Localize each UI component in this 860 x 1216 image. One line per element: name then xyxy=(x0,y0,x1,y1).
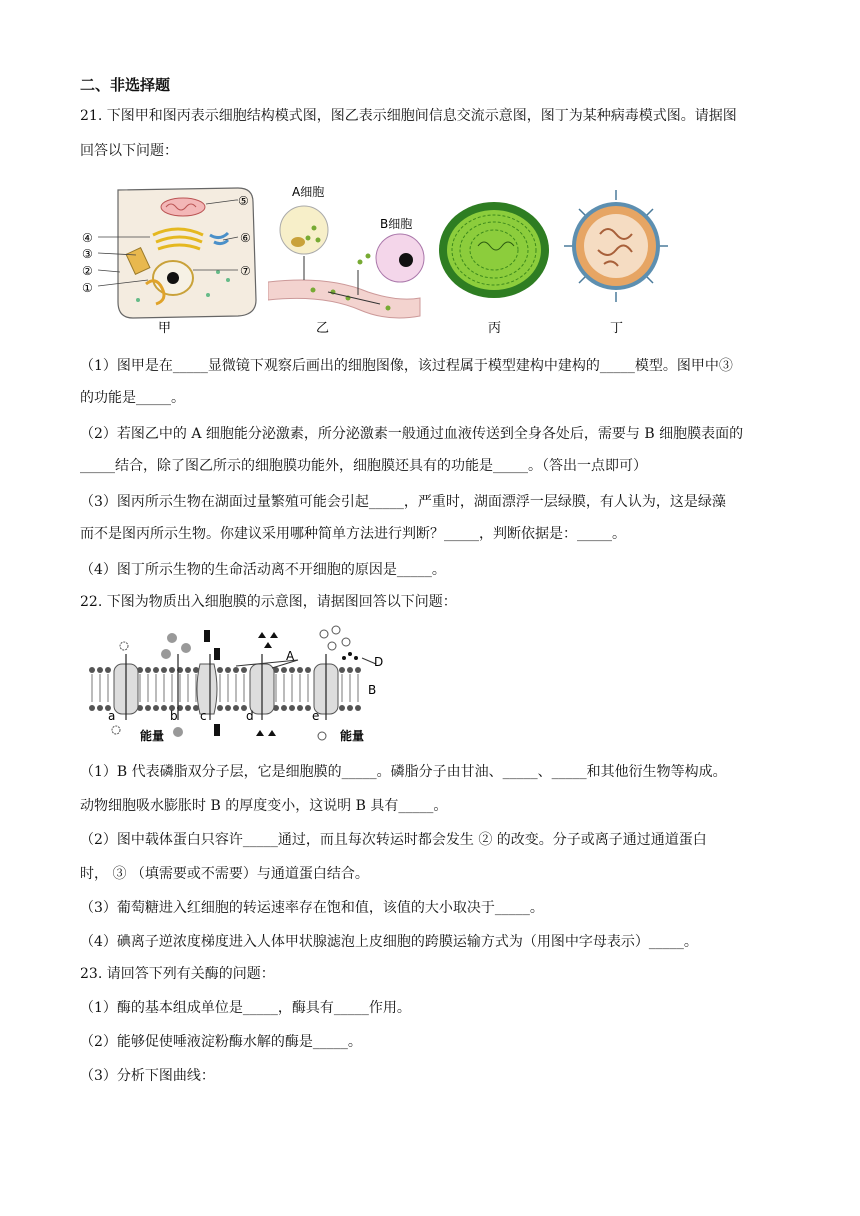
figure-bing-cyanobacterium xyxy=(436,180,556,338)
caption-jia: 甲 xyxy=(158,321,172,336)
label-e: e xyxy=(312,709,320,723)
q22-part1-line1: （1）B 代表磷脂双分子层，它是细胞膜的_____。磷脂分子由甘油、_____、_____和其他衍生物等构成。 xyxy=(80,764,727,780)
q22-part3: （3）葡萄糖进入红细胞的转运速率存在饱和值，该值的大小取决于_____。 xyxy=(80,900,544,916)
label-energy-1: 能量 xyxy=(140,729,165,743)
label-cell-b: B细胞 xyxy=(380,217,413,231)
caption-bing: 丙 xyxy=(488,321,502,336)
q21-part1-line1: （1）图甲是在_____显微镜下观察后画出的细胞图像，该过程属于模型建构中建构的_____模型。图甲中③ xyxy=(80,358,733,374)
q22-stem: 22. 下图为物质出入细胞膜的示意图，请据图回答以下问题： xyxy=(80,594,457,610)
label-5: ⑤ xyxy=(238,194,249,208)
label-c: c xyxy=(200,709,207,723)
q21-part3-line2: 而不是图丙所示生物。你建议采用哪种简单方法进行判断？_____，判断依据是：_____。 xyxy=(80,526,626,542)
label-1: ① xyxy=(82,281,93,295)
q21-stem-line2: 回答以下问题： xyxy=(80,143,178,159)
label-7: ⑦ xyxy=(240,264,251,278)
q21-part2-line2: _____结合，除了图乙所示的细胞膜功能外，细胞膜还具有的功能是_____。（答出一点即可） xyxy=(80,458,647,474)
label-energy-2: 能量 xyxy=(340,729,365,743)
q22-part2-line2: 时， ③ （填需要或不需要）与通道蛋白结合。 xyxy=(80,866,369,882)
label-a: a xyxy=(108,709,116,723)
figure-ding-virus xyxy=(564,180,674,338)
label-cell-a: A细胞 xyxy=(292,185,325,199)
q22-part4: （4）碘离子逆浓度梯度进入人体甲状腺滤泡上皮细胞的跨膜运输方式为（用图中字母表示）_____。 xyxy=(80,934,698,950)
q21-part4: （4）图丁所示生物的生命活动离不开细胞的原因是_____。 xyxy=(80,562,446,578)
section-title: 二、非选择题 xyxy=(80,76,171,94)
label-4: ④ xyxy=(82,231,93,245)
q21-stem-line1: 21. 下图甲和图丙表示细胞结构模式图，图乙表示细胞间信息交流示意图，图丁为某种病毒模式图。请据图 xyxy=(80,108,737,124)
q21-part2-line1: （2）若图乙中的 A 细胞能分泌激素，所分泌激素一般通过血液传送到全身各处后，需要与 B 细胞膜表面的 xyxy=(80,426,744,442)
label-d: d xyxy=(246,709,254,723)
label-2: ② xyxy=(82,264,93,278)
q23-part2: （2）能够促使唾液淀粉酶水解的酶是_____。 xyxy=(80,1034,362,1050)
label-b: b xyxy=(170,709,178,723)
label-3: ③ xyxy=(82,247,93,261)
q23-part3: （3）分析下图曲线： xyxy=(80,1068,215,1084)
q22-part2-line1: （2）图中载体蛋白只容许_____通过，而且每次转运时都会发生 ② 的改变。分子或离子通过通道蛋白 xyxy=(80,832,707,848)
figure-yi-cell-signaling xyxy=(268,180,428,338)
q21-part3-line1: （3）图丙所示生物在湖面过量繁殖可能会引起_____，严重时，湖面漂浮一层绿膜，有人认为，这是绿藻 xyxy=(80,494,726,510)
caption-yi: 乙 xyxy=(316,321,330,336)
figure-jia-animal-cell xyxy=(78,180,268,338)
label-6: ⑥ xyxy=(240,231,251,245)
q21-part1-line2: 的功能是_____。 xyxy=(80,390,185,406)
q23-part1: （1）酶的基本组成单位是_____，酶具有_____作用。 xyxy=(80,1000,411,1016)
label-D: D xyxy=(374,655,384,669)
q23-stem: 23. 请回答下列有关酶的问题： xyxy=(80,966,275,982)
caption-ding: 丁 xyxy=(610,321,624,336)
q22-part1-line2: 动物细胞吸水膨胀时 B 的厚度变小，这说明 B 具有_____。 xyxy=(80,798,448,814)
figure-membrane-transport xyxy=(86,624,386,748)
label-A: A xyxy=(286,649,295,663)
label-B: B xyxy=(368,683,377,697)
